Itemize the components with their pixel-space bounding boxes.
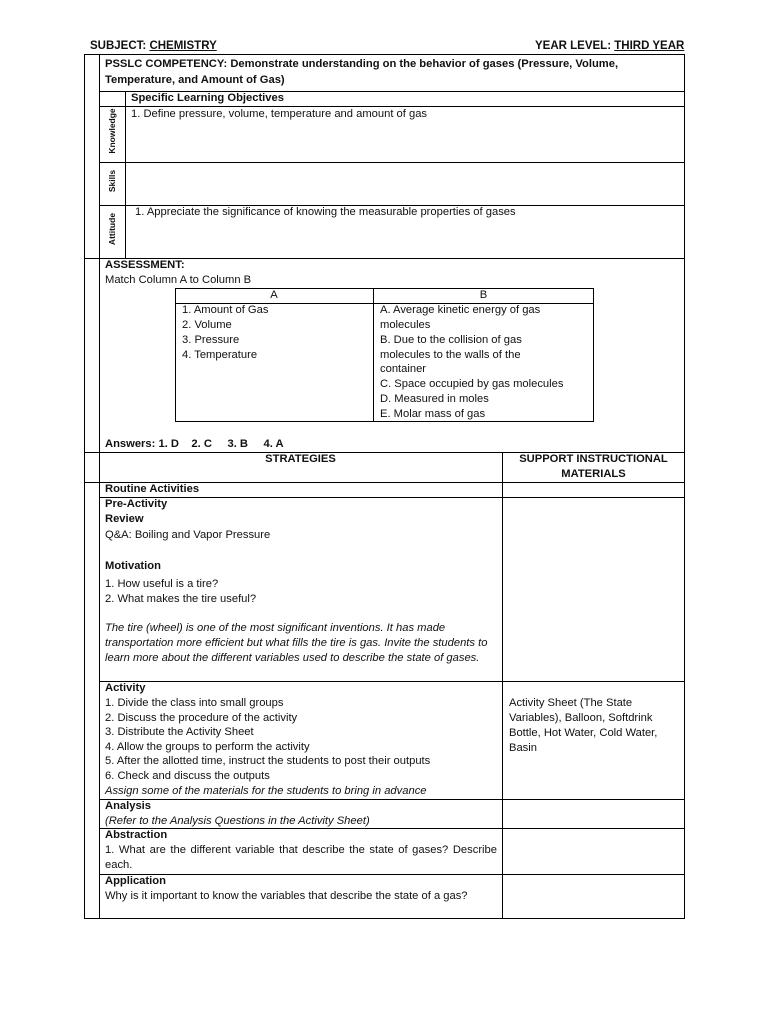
attitude-label: Attitude — [107, 212, 117, 246]
subject-label: SUBJECT: — [90, 40, 147, 52]
activity-item: 2. Discuss the procedure of the activity — [105, 712, 298, 724]
column-a-item: 3. Pressure — [182, 334, 240, 346]
pre-activity-heading: Pre-Activity — [105, 498, 168, 510]
abstraction-heading: Abstraction — [105, 829, 168, 841]
column-b-item: D. Measured in moles — [380, 393, 489, 405]
motivation-item: 1. How useful is a tire? — [105, 578, 219, 590]
analysis-note: (Refer to the Analysis Questions in the Activity Sheet) — [105, 815, 370, 827]
activity-item: 6. Check and discuss the outputs — [105, 770, 270, 782]
subject-value: CHEMISTRY — [149, 40, 217, 52]
competency-line-2: Temperature, and Amount of Gas) — [105, 74, 285, 86]
column-a-header: A — [270, 289, 278, 301]
row-divider — [99, 162, 685, 163]
activity-item: 1. Divide the class into small groups — [105, 697, 284, 709]
knowledge-label: Knowledge — [107, 108, 117, 154]
activity-note: Assign some of the materials for the students to bring in advance — [105, 785, 427, 797]
support-column-line — [502, 452, 503, 919]
objectives-heading: Specific Learning Objectives — [131, 92, 284, 104]
competency-line-1: PSSLC COMPETENCY: Demonstrate understanding on the behavior of gases (Pressure, Volume, — [105, 58, 619, 70]
motivation-heading: Motivation — [105, 560, 161, 572]
application-heading: Application — [105, 875, 166, 887]
skills-label: Skills — [107, 169, 117, 193]
assessment-heading: ASSESSMENT: — [105, 259, 185, 271]
year-value: THIRD YEAR — [614, 40, 685, 52]
column-b-item: molecules — [380, 319, 431, 331]
activity-item: 4. Allow the groups to perform the activity — [105, 741, 310, 753]
application-question: Why is it important to know the variables that describe the state of a gas? — [105, 890, 468, 902]
column-b-item: A. Average kinetic energy of gas — [380, 304, 541, 316]
matching-column-divider — [373, 288, 374, 422]
column-a-item: 1. Amount of Gas — [182, 304, 269, 316]
column-b-item: C. Space occupied by gas molecules — [380, 378, 564, 390]
analysis-heading: Analysis — [105, 800, 152, 812]
activity-heading: Activity — [105, 682, 146, 694]
column-b-item: E. Molar mass of gas — [380, 408, 486, 420]
assessment-answers: Answers: 1. D 2. C 3. B 4. A — [105, 438, 284, 450]
abstraction-question: 1. What are the different variable that describe the state of gases? Describe each. — [105, 844, 497, 871]
column-b-item: molecules to the walls of the — [380, 349, 521, 361]
year-label: YEAR LEVEL: — [535, 40, 612, 52]
column-b-item: container — [380, 363, 427, 375]
attitude-objective: 1. Appreciate the significance of knowing the measurable properties of gases — [135, 206, 516, 218]
activity-item: 3. Distribute the Activity Sheet — [105, 726, 254, 738]
column-a-item: 4. Temperature — [182, 349, 258, 361]
objective-label-column-line — [125, 91, 126, 258]
knowledge-objective: 1. Define pressure, volume, temperature and amount of gas — [131, 108, 428, 120]
year-header — [535, 40, 684, 52]
strategies-heading: STRATEGIES — [265, 453, 336, 465]
subject-header — [90, 40, 217, 52]
review-heading: Review — [105, 513, 144, 525]
assessment-instruction: Match Column A to Column B — [105, 274, 252, 286]
left-column-line — [99, 54, 100, 919]
activity-item: 5. After the allotted time, instruct the students to post their outputs — [105, 755, 431, 767]
column-b-item: B. Due to the collision of gas — [380, 334, 522, 346]
motivation-note: The tire (wheel) is one of the most significant inventions. It has made transportation more efficient but what fills the tire is gas. Invite the students to learn more about the different variables used to describe the state of gases. — [105, 622, 488, 664]
support-heading-line-1: SUPPORT INSTRUCTIONAL — [519, 453, 668, 465]
motivation-item: 2. What makes the tire useful? — [105, 593, 257, 605]
column-b-header: B — [479, 289, 488, 301]
row-divider — [99, 681, 685, 682]
row-divider — [99, 799, 685, 800]
column-a-item: 2. Volume — [182, 319, 232, 331]
row-divider — [99, 497, 685, 498]
activity-materials: Activity Sheet (The State Variables), Balloon, Softdrink Bottle, Hot Water, Cold Water, Basin — [509, 697, 658, 754]
review-item: Q&A: Boiling and Vapor Pressure — [105, 529, 271, 541]
routine-activities-heading: Routine Activities — [105, 483, 200, 495]
row-divider — [99, 874, 685, 875]
support-heading-line-2: MATERIALS — [561, 468, 626, 480]
